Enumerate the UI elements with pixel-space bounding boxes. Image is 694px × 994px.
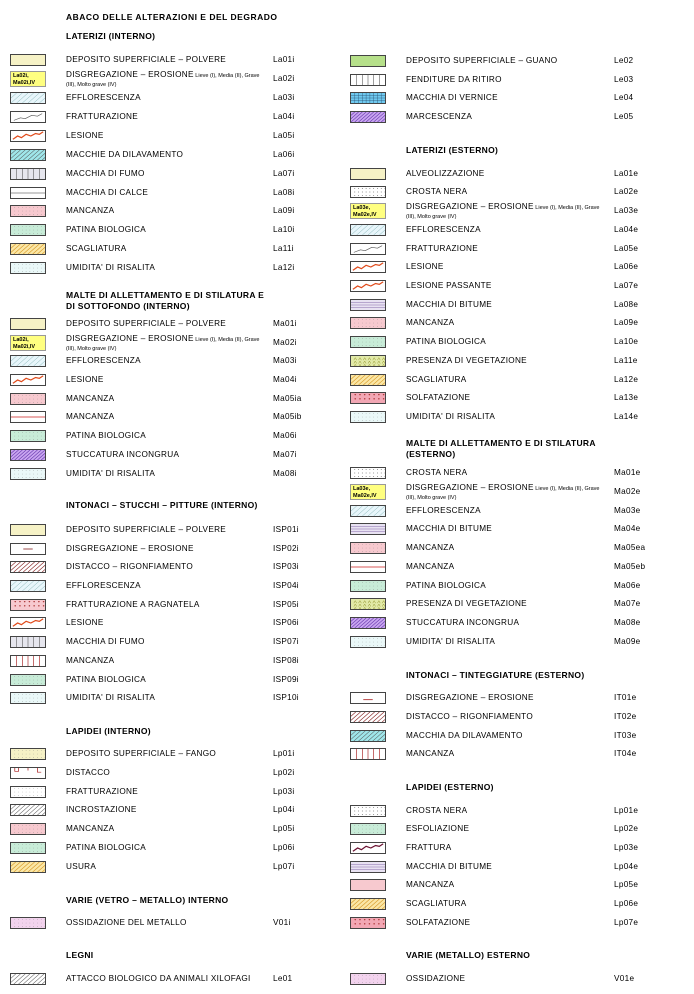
legend-label: SCAGLIATURA <box>66 244 127 253</box>
legend-label: DEPOSITO SUPERFICIALE – POLVERE <box>66 55 227 64</box>
legend-swatch <box>350 711 386 723</box>
section-title: LEGNI <box>66 950 94 960</box>
legend-code: Ma02i <box>273 338 297 347</box>
legend-label: SCAGLIATURA <box>406 375 467 384</box>
legend-label: UMIDITA' DI RISALITA <box>66 263 156 272</box>
legend-code: Lp05e <box>614 880 639 889</box>
legend-swatch <box>350 973 386 985</box>
legend-label: LESIONE <box>66 131 104 140</box>
legend-code: Ma04e <box>614 524 641 533</box>
legend-label: DEPOSITO SUPERFICIALE – POLVERE <box>66 525 227 534</box>
legend-code: Ma06i <box>273 431 297 440</box>
legend-code: La13e <box>614 393 639 402</box>
section-title: VARIE (VETRO – METALLO) INTERNO <box>66 895 229 905</box>
legend-swatch <box>350 580 386 592</box>
legend-code: IT02e <box>614 712 637 721</box>
legend-label: UMIDITA' DI RISALITA <box>406 412 496 421</box>
legend-code: La01i <box>273 55 295 64</box>
legend-swatch <box>10 355 46 367</box>
legend-label: MANCANZA <box>66 824 115 833</box>
legend-swatch <box>350 692 386 704</box>
legend-code: La10i <box>273 225 295 234</box>
legend-note: Lieve (I), Media (II), Grave (III), Molto grave (IV) <box>406 205 600 220</box>
legend-code: La06i <box>273 150 295 159</box>
legend-swatch <box>350 730 386 742</box>
legend-swatch <box>10 973 46 985</box>
legend-swatch <box>10 617 46 629</box>
legend-code: Ma01e <box>614 468 641 477</box>
legend-swatch <box>350 92 386 104</box>
legend-label: CROSTA NERA <box>406 187 468 196</box>
legend-code: Lp02e <box>614 824 639 833</box>
legend-label: DISGREGAZIONE – EROSIONE Lieve (I), Media (II), Grave (III), Molto grave (IV) <box>66 334 260 352</box>
legend-label: EFFLORESCENZA <box>66 581 141 590</box>
legend-swatch <box>10 187 46 199</box>
legend-code: ISP08i <box>273 656 299 665</box>
legend-swatch <box>350 186 386 198</box>
legend-badge: La02i, Ma02i,IV <box>10 335 46 351</box>
legend-label: MACCHIE DA DILAVAMENTO <box>66 150 184 159</box>
legend-swatch <box>10 804 46 816</box>
legend-swatch <box>10 786 46 798</box>
legend-label: MACCHIA DI FUMO <box>66 169 145 178</box>
legend-label: CROSTA NERA <box>406 806 468 815</box>
legend-note: Lieve (I), Media (II), Grave (III), Molto grave (IV) <box>66 73 260 88</box>
legend-label: EFFLORESCENZA <box>406 506 481 515</box>
legend-label: STUCCATURA INCONGRUA <box>66 450 180 459</box>
legend-label: ALVEOLIZZAZIONE <box>406 169 485 178</box>
legend-label: ATTACCO BIOLOGICO DA ANIMALI XILOFAGI <box>66 974 251 983</box>
legend-code: IT03e <box>614 731 637 740</box>
legend-badge: La03e, Ma02e,IV <box>350 203 386 219</box>
legend-label: DISGREGAZIONE – EROSIONE <box>406 693 534 702</box>
legend-code: La04i <box>273 112 295 121</box>
section-title: LAPIDEI (INTERNO) <box>66 726 151 736</box>
legend-code: IT01e <box>614 693 637 702</box>
section-title: MALTE DI ALLETTAMENTO E DI STILATURA (ESTERNO) <box>406 438 596 459</box>
legend-label: FRATTURAZIONE <box>406 244 478 253</box>
legend-label: MACCHIA DI BITUME <box>406 300 493 309</box>
legend-label: EFFLORESCENZA <box>406 225 481 234</box>
legend-swatch <box>10 655 46 667</box>
legend-code: Ma05ea <box>614 543 646 552</box>
legend-swatch <box>350 374 386 386</box>
legend-code: La11e <box>614 356 638 365</box>
legend-swatch <box>350 111 386 123</box>
legend-label: FENDITURE DA RITIRO <box>406 75 502 84</box>
legend-code: La12i <box>273 263 295 272</box>
legend-label: LESIONE <box>406 262 444 271</box>
legend-swatch <box>10 130 46 142</box>
legend-swatch <box>350 355 386 367</box>
section-title: VARIE (METALLO) ESTERNO <box>406 950 531 960</box>
legend-swatch <box>10 543 46 555</box>
legend-code: Lp04i <box>273 805 295 814</box>
legend-code: ISP07i <box>273 637 299 646</box>
legend-code: Le02 <box>614 56 634 65</box>
legend-swatch <box>350 561 386 573</box>
legend-code: ISP04i <box>273 581 299 590</box>
legend-swatch <box>10 842 46 854</box>
legend-swatch <box>350 243 386 255</box>
legend-code: La03e <box>614 206 639 215</box>
legend-swatch <box>10 393 46 405</box>
section-title: LAPIDEI (ESTERNO) <box>406 782 494 792</box>
legend-label: DEPOSITO SUPERFICIALE – POLVERE <box>66 319 227 328</box>
legend-swatch <box>10 599 46 611</box>
legend-label: DISGREGAZIONE – EROSIONE Lieve (I), Media (II), Grave (III), Molto grave (IV) <box>406 202 600 220</box>
legend-note: Lieve (I), Media (II), Grave (III), Molto grave (IV) <box>66 337 260 352</box>
legend-label: DISTACCO – RIGONFIAMENTO <box>66 562 193 571</box>
legend-swatch <box>10 767 46 779</box>
legend-swatch <box>10 636 46 648</box>
legend-swatch <box>350 542 386 554</box>
legend-swatch <box>10 205 46 217</box>
legend-code: ISP03i <box>273 562 299 571</box>
legend-label: UMIDITA' DI RISALITA <box>66 693 156 702</box>
legend-code: Lp07i <box>273 862 295 871</box>
legend-code: La02e <box>614 187 639 196</box>
legend-label: DISGREGAZIONE – EROSIONE <box>66 544 194 553</box>
legend-code: ISP05i <box>273 600 299 609</box>
legend-label: DISTACCO <box>66 768 111 777</box>
legend-code: Ma01i <box>273 319 297 328</box>
legend-swatch <box>350 505 386 517</box>
legend-code: Ma06e <box>614 581 641 590</box>
legend-code: ISP06i <box>273 618 299 627</box>
legend-badge: La02i, Ma02i,IV <box>10 71 46 87</box>
legend-label: MANCANZA <box>406 318 455 327</box>
legend-label: EFFLORESCENZA <box>66 93 141 102</box>
legend-code: Lp07e <box>614 918 639 927</box>
legend-swatch <box>10 430 46 442</box>
legend-label: MACCHIA DI VERNICE <box>406 93 498 102</box>
legend-code: La11i <box>273 244 294 253</box>
legend-label: LESIONE <box>66 375 104 384</box>
legend-code: Lp01e <box>614 806 639 815</box>
legend-code: Ma09e <box>614 637 641 646</box>
legend-label: DEPOSITO SUPERFICIALE – FANGO <box>66 749 217 758</box>
legend-code: Ma05ia <box>273 394 302 403</box>
legend-swatch <box>10 561 46 573</box>
legend-swatch <box>350 636 386 648</box>
legend-code: Ma05eb <box>614 562 646 571</box>
legend-swatch <box>10 823 46 835</box>
legend-label: SCAGLIATURA <box>406 899 467 908</box>
legend-code: La06e <box>614 262 639 271</box>
legend-swatch <box>350 299 386 311</box>
legend-swatch <box>350 74 386 86</box>
legend-swatch <box>350 898 386 910</box>
legend-label: MANCANZA <box>406 880 455 889</box>
legend-code: V01e <box>614 974 635 983</box>
legend-code: Ma07i <box>273 450 297 459</box>
legend-code: La05i <box>273 131 295 140</box>
legend-code: La07e <box>614 281 639 290</box>
legend-swatch <box>10 917 46 929</box>
legend-swatch <box>350 392 386 404</box>
legend-code: ISP02i <box>273 544 299 553</box>
legend-swatch <box>10 674 46 686</box>
legend-swatch <box>350 523 386 535</box>
legend-code: La03i <box>273 93 295 102</box>
legend-label: PATINA BIOLOGICA <box>66 843 147 852</box>
legend-swatch <box>350 336 386 348</box>
legend-swatch <box>350 168 386 180</box>
legend-label: PATINA BIOLOGICA <box>66 225 147 234</box>
legend-swatch <box>10 262 46 274</box>
legend-code: Ma02e <box>614 487 641 496</box>
legend-code: La09e <box>614 318 639 327</box>
legend-swatch <box>350 411 386 423</box>
legend-label: MACCHIA DI CALCE <box>66 188 149 197</box>
legend-code: La12e <box>614 375 639 384</box>
legend-code: La10e <box>614 337 639 346</box>
legend-swatch <box>10 318 46 330</box>
legend-swatch <box>10 111 46 123</box>
legend-code: Lp03i <box>273 787 295 796</box>
legend-label: FRATTURAZIONE <box>66 112 138 121</box>
legend-swatch <box>10 92 46 104</box>
legend-code: Le01 <box>273 974 293 983</box>
legend-swatch <box>350 842 386 854</box>
legend-swatch <box>10 449 46 461</box>
legend-swatch <box>350 748 386 760</box>
page-title: ABACO DELLE ALTERAZIONI E DEL DEGRADO <box>66 12 278 22</box>
legend-swatch <box>10 524 46 536</box>
legend-swatch <box>350 879 386 891</box>
legend-swatch <box>350 861 386 873</box>
legend-swatch <box>350 317 386 329</box>
legend-code: Le05 <box>614 112 634 121</box>
legend-code: Lp01i <box>273 749 295 758</box>
legend-label: INCROSTAZIONE <box>66 805 137 814</box>
legend-code: V01i <box>273 918 291 927</box>
legend-swatch <box>10 861 46 873</box>
legend-code: Lp03e <box>614 843 639 852</box>
legend-label: DEPOSITO SUPERFICIALE – GUANO <box>406 56 558 65</box>
legend-label: SOLFATAZIONE <box>406 393 471 402</box>
legend-swatch <box>350 823 386 835</box>
legend-label: PRESENZA DI VEGETAZIONE <box>406 599 527 608</box>
legend-label: STUCCATURA INCONGRUA <box>406 618 520 627</box>
legend-swatch <box>350 261 386 273</box>
legend-code: IT04e <box>614 749 637 758</box>
legend-label: PRESENZA DI VEGETAZIONE <box>406 356 527 365</box>
legend-swatch <box>10 374 46 386</box>
legend-label: MANCANZA <box>406 749 455 758</box>
legend-code: ISP10i <box>273 693 299 702</box>
legend-label: SOLFATAZIONE <box>406 918 471 927</box>
legend-code: Ma08e <box>614 618 641 627</box>
legend-label: PATINA BIOLOGICA <box>406 337 487 346</box>
legend-swatch <box>350 917 386 929</box>
legend-code: La02i <box>273 74 295 83</box>
legend-swatch <box>10 411 46 423</box>
legend-swatch <box>350 280 386 292</box>
legend-swatch <box>10 224 46 236</box>
legend-code: Lp02i <box>273 768 295 777</box>
legend-label: MACCHIA DA DILAVAMENTO <box>406 731 523 740</box>
legend-swatch <box>10 580 46 592</box>
legend-note: Lieve (I), Media (II), Grave (III), Molto grave (IV) <box>406 486 600 501</box>
legend-label: MANCANZA <box>66 656 115 665</box>
legend-label: USURA <box>66 862 97 871</box>
legend-label: DISGREGAZIONE – EROSIONE Lieve (I), Media (II), Grave (III), Molto grave (IV) <box>66 70 260 88</box>
section-title: LATERIZI (ESTERNO) <box>406 145 499 155</box>
legend-label: MACCHIA DI FUMO <box>66 637 145 646</box>
legend-label: MACCHIA DI BITUME <box>406 862 493 871</box>
legend-code: ISP09i <box>273 675 299 684</box>
legend-code: Ma07e <box>614 599 641 608</box>
legend-code: Ma08i <box>273 469 297 478</box>
legend-label: DISGREGAZIONE – EROSIONE Lieve (I), Media (II), Grave (III), Molto grave (IV) <box>406 483 600 501</box>
legend-swatch <box>10 149 46 161</box>
section-title: LATERIZI (INTERNO) <box>66 31 156 41</box>
legend-swatch <box>10 748 46 760</box>
section-title: MALTE DI ALLETTAMENTO E DI STILATURA E DI SOTTOFONDO (INTERNO) <box>66 290 265 311</box>
legend-code: La07i <box>273 169 295 178</box>
legend-code: ISP01i <box>273 525 299 534</box>
legend-label: MACCHIA DI BITUME <box>406 524 493 533</box>
legend-swatch <box>10 468 46 480</box>
legend-swatch <box>350 617 386 629</box>
legend-label: PATINA BIOLOGICA <box>66 431 147 440</box>
legend-badge: La03e, Ma02e,IV <box>350 484 386 500</box>
legend-label: MANCANZA <box>66 412 115 421</box>
legend-label: LESIONE <box>66 618 104 627</box>
legend-label: MANCANZA <box>66 394 115 403</box>
legend-label: ESFOLIAZIONE <box>406 824 470 833</box>
legend-label: PATINA BIOLOGICA <box>66 675 147 684</box>
legend-swatch <box>10 692 46 704</box>
legend-label: MARCESCENZA <box>406 112 473 121</box>
section-title: INTONACI – TINTEGGIATURE (ESTERNO) <box>406 670 585 680</box>
legend-code: Le04 <box>614 93 634 102</box>
legend-label: OSSIDAZIONE <box>406 974 466 983</box>
legend-code: Lp06i <box>273 843 295 852</box>
legend-swatch <box>350 805 386 817</box>
legend-code: La05e <box>614 244 639 253</box>
legend-label: PATINA BIOLOGICA <box>406 581 487 590</box>
legend-swatch <box>350 224 386 236</box>
legend-swatch <box>10 168 46 180</box>
legend-label: DISTACCO – RIGONFIAMENTO <box>406 712 533 721</box>
legend-code: Ma03i <box>273 356 297 365</box>
legend-code: Ma03e <box>614 506 641 515</box>
legend-label: UMIDITA' DI RISALITA <box>66 469 156 478</box>
legend-label: EFFLORESCENZA <box>66 356 141 365</box>
legend-code: Lp04e <box>614 862 639 871</box>
legend-code: La08i <box>273 188 295 197</box>
legend-code: La14e <box>614 412 639 421</box>
legend-swatch <box>350 598 386 610</box>
legend-label: MANCANZA <box>406 562 455 571</box>
legend-swatch <box>10 54 46 66</box>
legend-label: FRATTURAZIONE <box>66 787 138 796</box>
legend-code: Ma05ib <box>273 412 302 421</box>
legend-label: OSSIDAZIONE DEL METALLO <box>66 918 187 927</box>
legend-swatch <box>350 55 386 67</box>
legend-label: CROSTA NERA <box>406 468 468 477</box>
legend-code: La04e <box>614 225 639 234</box>
legend-label: UMIDITA' DI RISALITA <box>406 637 496 646</box>
legend-swatch <box>10 243 46 255</box>
legend-code: La09i <box>273 206 295 215</box>
legend-swatch <box>350 467 386 479</box>
legend-code: La01e <box>614 169 639 178</box>
legend-code: Ma04i <box>273 375 297 384</box>
legend-code: La08e <box>614 300 639 309</box>
legend-label: LESIONE PASSANTE <box>406 281 492 290</box>
legend-label: MANCANZA <box>66 206 115 215</box>
legend-label: MANCANZA <box>406 543 455 552</box>
legend-code: Lp05i <box>273 824 295 833</box>
legend-code: Le03 <box>614 75 634 84</box>
legend-label: FRATTURAZIONE A RAGNATELA <box>66 600 200 609</box>
legend-code: Lp06e <box>614 899 639 908</box>
legend-label: FRATTURA <box>406 843 452 852</box>
section-title: INTONACI – STUCCHI – PITTURE (INTERNO) <box>66 500 258 510</box>
